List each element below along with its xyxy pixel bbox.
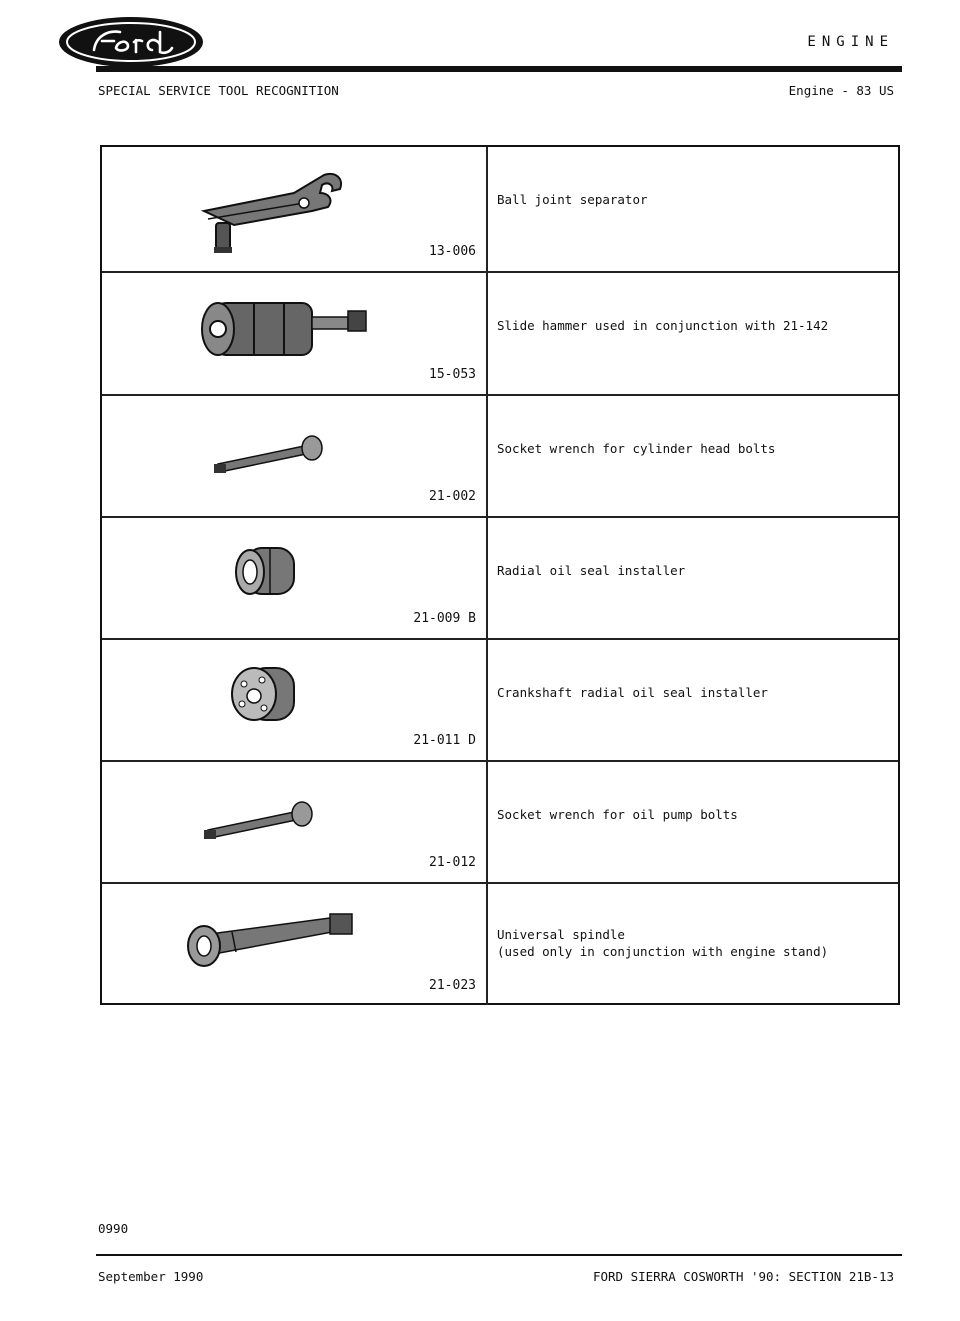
ball-joint-separator-icon: [194, 163, 354, 259]
socket-wrench-icon: [202, 792, 322, 842]
seal-installer-icon: [230, 538, 300, 608]
tool-description: Universal spindle (used only in conjunction with engine stand): [497, 927, 829, 959]
table-row: [102, 147, 898, 271]
tool-number: 13-006: [429, 244, 476, 259]
tool-image-cell: [102, 762, 488, 882]
tool-image-cell: [102, 147, 488, 271]
table-row: [102, 882, 898, 1005]
page-subtitle: Engine - 83 US: [788, 83, 894, 98]
tool-number: 15-053: [429, 367, 476, 382]
section-title: ENGINE: [807, 34, 894, 50]
ford-logo: [56, 14, 206, 70]
tool-description: Socket wrench for cylinder head bolts: [497, 441, 776, 456]
tool-image-cell: [102, 273, 488, 394]
table-row: [102, 394, 898, 516]
slide-hammer-icon: [194, 289, 374, 369]
tool-number: 21-012: [429, 855, 476, 870]
tool-number: 21-009 B: [413, 611, 476, 626]
tool-description: Radial oil seal installer: [497, 563, 686, 578]
table-row: [102, 638, 898, 760]
tool-description: Ball joint separator: [497, 192, 648, 207]
page-title: SPECIAL SERVICE TOOL RECOGNITION: [98, 83, 339, 98]
document-code: 0990: [98, 1221, 129, 1236]
footer-rule: [96, 1254, 902, 1256]
socket-wrench-icon: [212, 426, 332, 476]
crankshaft-seal-installer-icon: [226, 658, 306, 734]
tool-image-cell: [102, 518, 488, 638]
tool-image-cell: [102, 396, 488, 516]
tool-description: Slide hammer used in conjunction with 21-142: [497, 318, 829, 333]
tool-description: Socket wrench for oil pump bolts: [497, 807, 738, 822]
tool-number: 21-011 D: [413, 733, 476, 748]
tool-image-cell: [102, 640, 488, 760]
universal-spindle-icon: [180, 908, 370, 970]
tool-description: Crankshaft radial oil seal installer: [497, 685, 768, 700]
tool-number: 21-002: [429, 489, 476, 504]
footer-reference: FORD SIERRA COSWORTH '90: SECTION 21B-13: [592, 1269, 894, 1284]
tool-image-cell: [102, 884, 488, 1005]
header-rule: [96, 66, 902, 72]
tool-number: 21-023: [429, 978, 476, 993]
table-row: [102, 516, 898, 638]
footer-date: September 1990: [98, 1269, 204, 1284]
table-row: [102, 271, 898, 394]
table-row: [102, 760, 898, 882]
tool-table: [100, 145, 900, 1005]
